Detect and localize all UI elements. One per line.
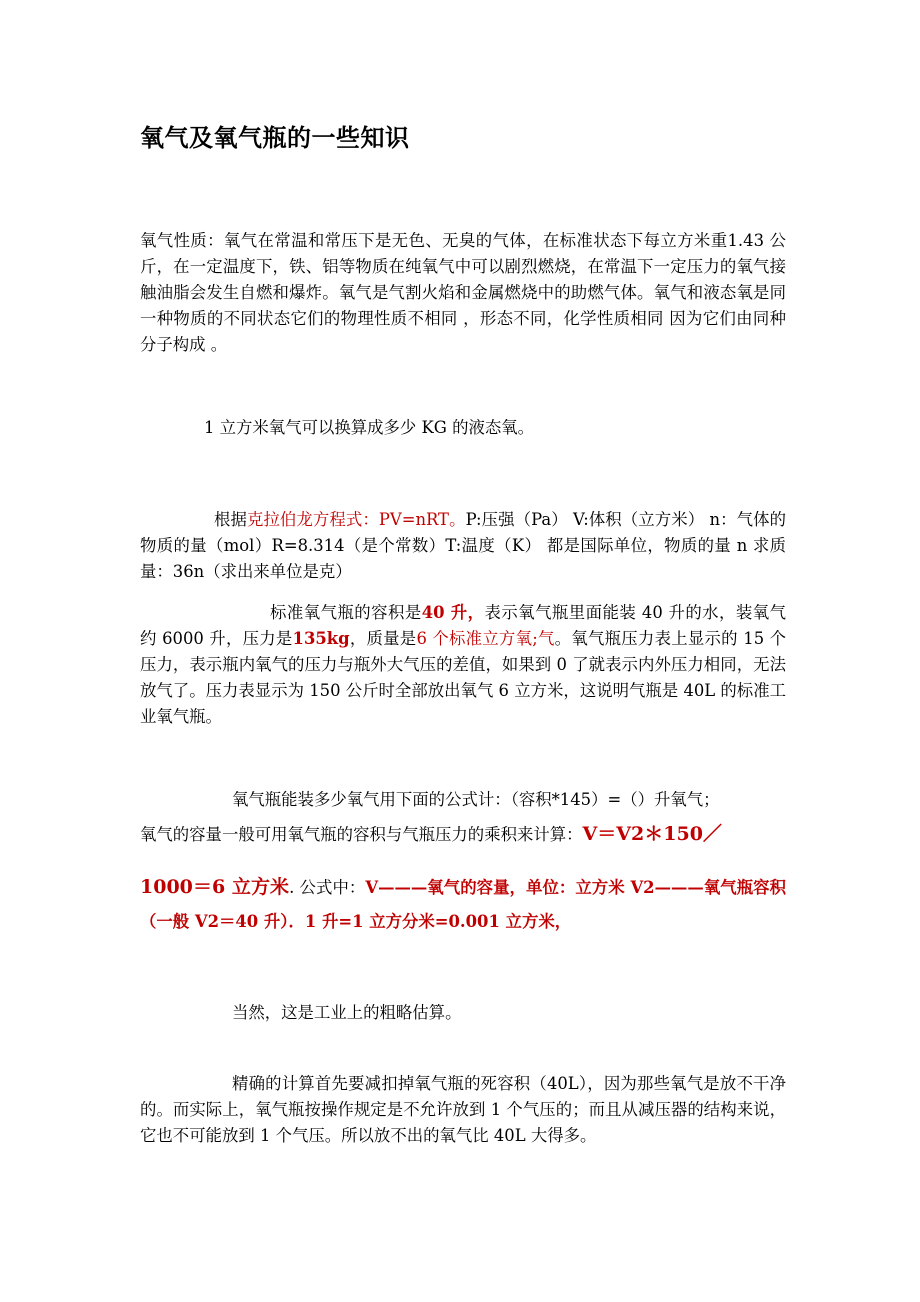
text-segment: 根据: [214, 510, 247, 529]
highlight-pressure: 135kg: [292, 629, 350, 648]
paragraph-capacity-calc: [140, 821, 786, 848]
text-segment: 标准氧气瓶的容积是: [270, 603, 422, 622]
text-segment: ，质量是: [349, 629, 417, 648]
paragraph-rough-estimate: 当然，这是工业上的粗略估算。: [232, 1003, 462, 1022]
text-segment: 表示氧气瓶里面能装 40 升的水，装氧气约 6000 升，压力是: [140, 603, 787, 648]
text-segment: 。氧气瓶压力表上显示的 15 个压力，表示瓶内氧气的压力与瓶外大气压的差值，如果到 0 了就表示内外压力相同，无法放气了。压力表显示为 150 公斤时全部放出氧气 6 立方米，这说明气瓶是 40L 的标准工业氧气瓶。: [140, 629, 786, 726]
paragraph-gas-equation: [140, 507, 786, 585]
highlight-volume: 40 升，: [421, 603, 485, 622]
highlight-result: 1000＝6 立方米: [140, 876, 290, 898]
paragraph-conversion-question: 1 立方米氧气可以换算成多少 KG 的液态氧。: [204, 418, 535, 437]
text-segment: 氧气的容量一般可用氧气瓶的容积与气瓶压力的乘积来计算：: [140, 825, 583, 844]
highlight-equation: 克拉伯龙方程式：PV=nRT。: [246, 510, 466, 529]
highlight-formula: V＝V2＊150／: [582, 823, 722, 845]
highlight-mass: 6 个标准立方氧;气: [416, 629, 555, 648]
paragraph-standard-cylinder: [140, 600, 786, 730]
text-segment: . 公式中：: [289, 878, 366, 897]
text-segment: P:压强（Pa） V:体积（立方米） n：气体的物质的量（mol）R=8.314（是个常数）T:温度（K） 都是国际单位，物质的量 n 求质量：36n（求出来单位是克）: [140, 510, 787, 581]
highlight-definitions: V———氧气的容量，单位：立方米 V2———氧气瓶容积（一般 V2＝40 升）．1 升=1 立方分米=0.001 立方米，: [140, 878, 787, 931]
paragraph-precise-calc: [140, 1071, 786, 1149]
document-title: 氧气及氧气瓶的一些知识: [140, 124, 410, 152]
paragraph-formula-result: [140, 870, 786, 939]
paragraph-formula-intro: 氧气瓶能装多少氧气用下面的公式计：（容积*145）=（）升氧气；: [232, 790, 720, 809]
paragraph-oxygen-properties: 氧气性质：氧气在常温和常压下是无色、无臭的气体，在标准状态下每立方米重1.43 公斤，在一定温度下，铁、铝等物质在纯氧气中可以剧烈燃烧，在常温下一定压力的氧气接触油脂会发生自燃和爆炸。氧气是气割火焰和金属燃烧中的助燃气体。氧气和液态氧是同一种物质的不同状态它们的物理性质不相同 ，形态不同，化学性质相同 因为它们由同种分子构成 。: [140, 231, 786, 354]
text-segment: 精确的计算首先要减扣掉氧气瓶的死容积（40L），因为那些氧气是放不干净的。而实际上，氧气瓶按操作规定是不允许放到 1 个气压的；而且从减压器的结构来说，它也不可能放到 1 个气压。所以放不出的氧气比 40L 大得多。: [140, 1074, 786, 1145]
